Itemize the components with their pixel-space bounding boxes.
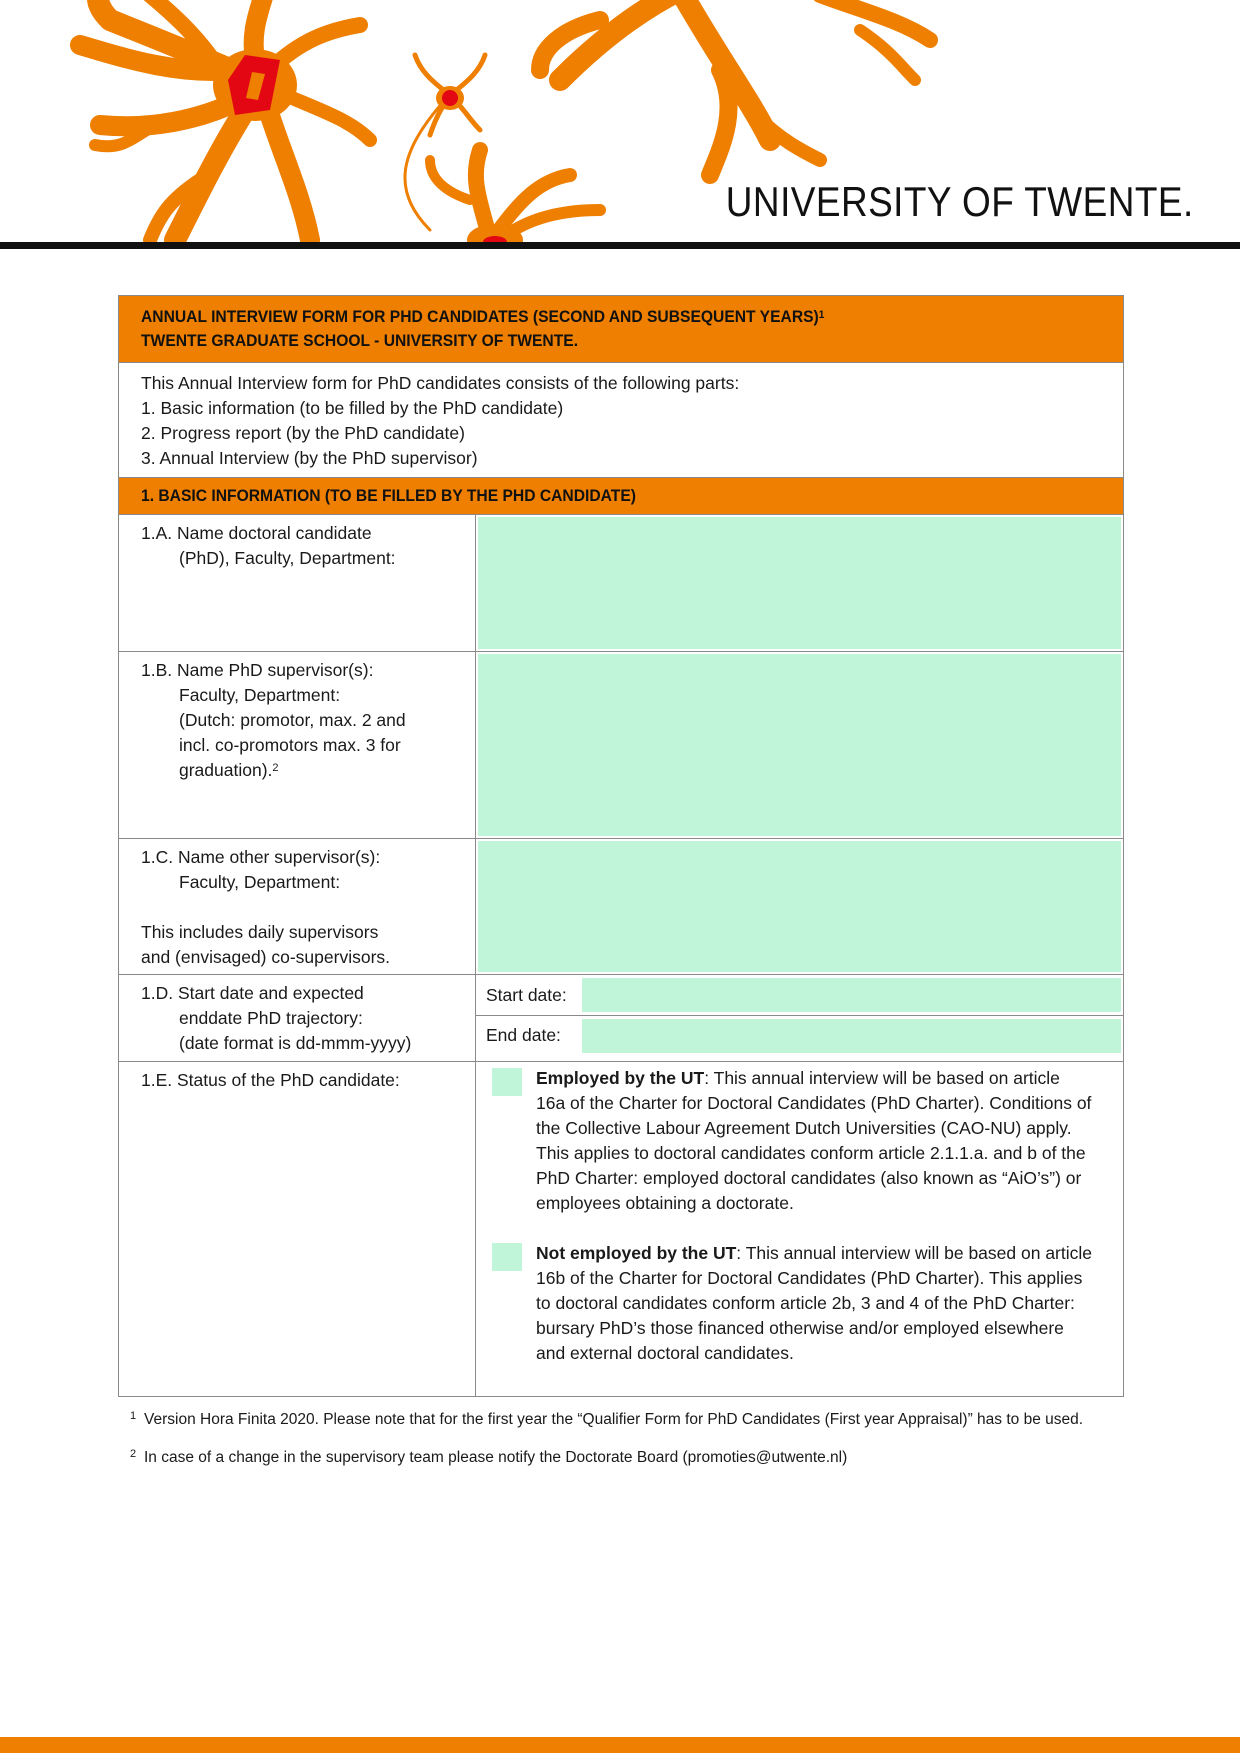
- end-date-input[interactable]: [582, 1019, 1121, 1053]
- label-line: 1.B. Name PhD supervisor(s):: [141, 660, 374, 680]
- form-intro: [119, 363, 1123, 478]
- not-employed-title: Not employed by the UT: [536, 1243, 737, 1263]
- end-date-row: [476, 1015, 1123, 1055]
- other-supervisor-field[interactable]: [476, 839, 1123, 974]
- label-line: (PhD), Faculty, Department:: [179, 548, 396, 568]
- footnote-number: 1: [130, 1410, 137, 1422]
- label-line: (date format is dd-mmm-yyyy): [179, 1033, 412, 1053]
- not-employed-description: [536, 1241, 1093, 1366]
- footnote-1: [130, 1410, 1120, 1429]
- employed-text: : This annual interview will be based on article 16a of the Charter for Doctoral Candidates (PhD Charter). Conditions of the Collective Labour Agreement Dutch Universities (CAO-NU) apply. This applies to doctoral candidates conform article 2.1.1.a. and b of the PhD Charter: employed doctoral candidates (also known as “AiO’s”) or employees obtaining a doctorate.: [536, 1068, 1092, 1213]
- row-candidate: [119, 515, 1123, 652]
- supervisor-input[interactable]: [478, 654, 1121, 836]
- section1-title: 1. BASIC INFORMATION (TO BE FILLED BY THE PHD CANDIDATE): [141, 486, 636, 505]
- start-date-label: Start date:: [486, 984, 567, 1005]
- parts-list: [141, 396, 1101, 471]
- label-line: 1.D. Start date and expected: [141, 983, 364, 1003]
- form-title-line1: ANNUAL INTERVIEW FORM FOR PHD CANDIDATES (SECOND AND SUBSEQUENT YEARS)$^1$: [141, 307, 825, 326]
- parts-list-item: 2. Progress report (by the PhD candidate): [141, 423, 465, 443]
- footnote-text: Version Hora Finita 2020. Please note that for the first year the “Qualifier Form for PhD Candidates (First year Appraisal)” has to be used.: [144, 1411, 1084, 1428]
- row-other-supervisor-label: [119, 839, 476, 974]
- footnote-2: [130, 1448, 1120, 1467]
- label-line: Faculty, Department:: [179, 685, 341, 705]
- header-divider: [0, 242, 1240, 249]
- label-line: Faculty, Department:: [179, 872, 341, 892]
- status-options: [476, 1062, 1123, 1396]
- row-candidate-label: [119, 515, 476, 651]
- section1-header: [119, 478, 1123, 515]
- footnote-number: 2: [130, 1448, 137, 1460]
- end-date-label: End date:: [486, 1025, 561, 1045]
- label-line: (Dutch: promotor, max. 2 and: [179, 710, 406, 730]
- employed-description: [536, 1066, 1093, 1216]
- label-line: enddate PhD trajectory:: [179, 1008, 363, 1028]
- status-option-employed: [492, 1066, 1093, 1216]
- not-employed-text: : This annual interview will be based on article 16b of the Charter for Doctoral Candidates (PhD Charter). This applies to doctoral candidates conform article 2b, 3 and 4 of the PhD Charter: bursary PhD’s those financed otherwise and/or employed elsewhere and external doctoral candidates.: [536, 1243, 1092, 1363]
- label-text: graduation).: [179, 760, 273, 780]
- form-title-band: [119, 296, 1123, 363]
- label-line: This includes daily supervisors: [141, 922, 379, 942]
- row-supervisor-label: [119, 652, 476, 838]
- status-option-not-employed: [492, 1241, 1093, 1366]
- footnote-ref-1: 1: [818, 309, 825, 321]
- university-wordmark: UNIVERSITY OF TWENTE.: [726, 178, 1194, 225]
- employed-checkbox[interactable]: [492, 1068, 522, 1096]
- annual-interview-form: [118, 295, 1124, 1397]
- form-title-line2: TWENTE GRADUATE SCHOOL - UNIVERSITY OF TWENTE.: [141, 331, 579, 350]
- label-line: and (envisaged) co-supervisors.: [141, 947, 391, 967]
- start-date-row: [476, 975, 1123, 1015]
- candidate-field[interactable]: [476, 515, 1123, 651]
- row-dates-label: [119, 975, 476, 1061]
- row-status: [119, 1062, 1123, 1396]
- start-date-input[interactable]: [582, 978, 1121, 1012]
- row-dates: [119, 975, 1123, 1062]
- label-line: [141, 758, 475, 783]
- supervisor-field[interactable]: [476, 652, 1123, 838]
- label-line: incl. co-promotors max. 3 for: [179, 735, 401, 755]
- label-line: 1.A. Name doctoral candidate: [141, 523, 372, 543]
- footnotes: [130, 1410, 1120, 1467]
- footnote-text: In case of a change in the supervisory team please notify the Doctorate Board (promoties@utwente.nl): [144, 1449, 848, 1466]
- label-line: 1.C. Name other supervisor(s):: [141, 847, 381, 867]
- other-supervisor-input[interactable]: [478, 841, 1121, 972]
- footer-bar: [0, 1737, 1240, 1753]
- parts-list-item: 1. Basic information (to be filled by the PhD candidate): [141, 398, 564, 418]
- dates-fields: [476, 975, 1123, 1061]
- label-line: 1.E. Status of the PhD candidate:: [141, 1070, 400, 1090]
- parts-list-item: 3. Annual Interview (by the PhD supervisor): [141, 448, 478, 468]
- intro-text: This Annual Interview form for PhD candidates consists of the following parts:: [141, 373, 740, 393]
- row-other-supervisor: [119, 839, 1123, 975]
- footnote-ref-2: 2: [272, 762, 279, 774]
- employed-title: Employed by the UT: [536, 1068, 705, 1088]
- not-employed-checkbox[interactable]: [492, 1243, 522, 1271]
- candidate-input[interactable]: [478, 517, 1121, 649]
- row-status-label: [119, 1062, 476, 1396]
- row-supervisor: [119, 652, 1123, 839]
